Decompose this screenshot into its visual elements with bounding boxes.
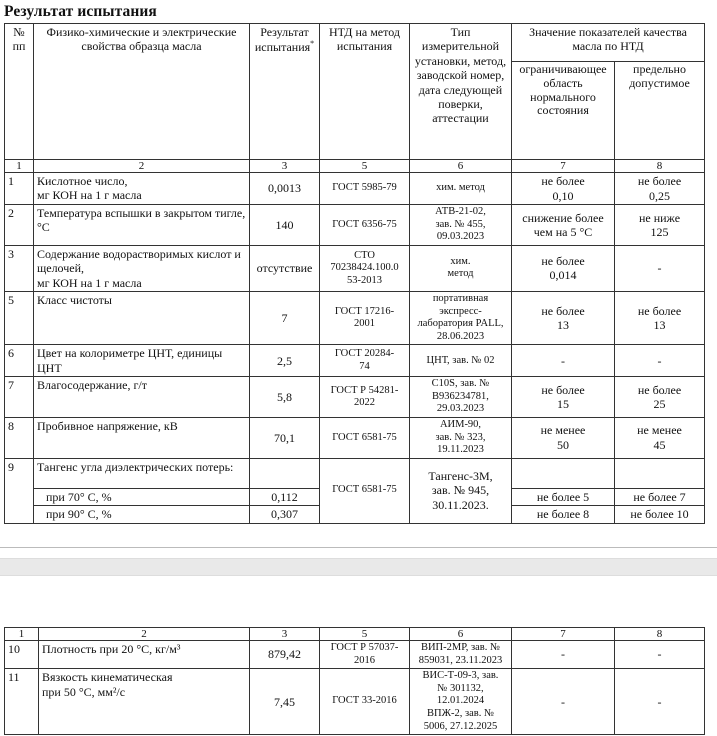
col-number: 6 bbox=[410, 628, 512, 641]
row-name: Цвет на колориметре ЦНТ, единицы ЦНТ bbox=[34, 345, 250, 377]
row-number: 1 bbox=[5, 173, 34, 205]
page-break bbox=[0, 558, 717, 576]
row-limit: не более 0,25 bbox=[615, 173, 705, 205]
row-normal: не менее 50 bbox=[512, 417, 615, 458]
row-result: 70,1 bbox=[250, 417, 320, 458]
row-result: 0,0013 bbox=[250, 173, 320, 205]
row-normal: не более 0,10 bbox=[512, 173, 615, 205]
row-ntd: ГОСТ 6356-75 bbox=[320, 205, 410, 246]
table-row bbox=[5, 641, 705, 669]
row-number: 5 bbox=[5, 292, 34, 345]
row-limit: не более 10 bbox=[615, 506, 705, 523]
row-name: Плотность при 20 °С, кг/м³ bbox=[39, 641, 250, 669]
row-type: АТВ-21-02, зав. № 455, 09.03.2023 bbox=[410, 205, 512, 246]
row-limit: не ниже 125 bbox=[615, 205, 705, 246]
row-number: 10 bbox=[5, 641, 39, 669]
row-normal: снижение более чем на 5 °С bbox=[512, 205, 615, 246]
col-number: 6 bbox=[410, 160, 512, 173]
results-table-continued bbox=[4, 627, 705, 735]
col-number: 3 bbox=[250, 160, 320, 173]
header-result: Результат испытания* bbox=[250, 24, 320, 160]
header-limit: предельно допустимое bbox=[615, 62, 705, 160]
col-number: 3 bbox=[250, 628, 320, 641]
row-normal: - bbox=[512, 669, 615, 735]
row-ntd: ГОСТ 33-2016 bbox=[320, 669, 410, 735]
results-rows bbox=[5, 173, 705, 459]
row-normal: не более 8 bbox=[512, 506, 615, 523]
row-normal: - bbox=[512, 641, 615, 669]
row-number: 2 bbox=[5, 205, 34, 246]
page-title: Результат испытания bbox=[4, 3, 157, 20]
header-norms: Значение показателей качества масла по НТД bbox=[512, 24, 705, 62]
row-type: ВИС-Т-09-3, зав. № 301132, 12.01.2024 ВПЖ-2, зав. № 5006, 27.12.2025 bbox=[410, 669, 512, 735]
row-limit: - bbox=[615, 669, 705, 735]
row-normal: не более 5 bbox=[512, 488, 615, 505]
row-subname: при 70° С, % bbox=[34, 488, 250, 505]
row-name: Содержание водорастворимых кислот и щелочей, мг КОН на 1 г масла bbox=[34, 245, 250, 291]
table-row bbox=[5, 417, 705, 458]
row-number: 7 bbox=[5, 377, 34, 418]
row-result: 5,8 bbox=[250, 377, 320, 418]
header-type: Тип измерительной установки, метод, заводской номер, дата следующей поверки, аттестации bbox=[410, 24, 512, 160]
row-type: портативная экспресс- лаборатория PALL, 28.06.2023 bbox=[410, 292, 512, 345]
row-type: хим. метод bbox=[410, 245, 512, 291]
header-ntd: НТД на метод испытания bbox=[320, 24, 410, 160]
row-ntd: ГОСТ 5985-79 bbox=[320, 173, 410, 205]
row-name: Температура вспышки в закрытом тигле, °С bbox=[34, 205, 250, 246]
row-limit: не более 25 bbox=[615, 377, 705, 418]
row-number: 6 bbox=[5, 345, 34, 377]
header-num: № пп bbox=[5, 24, 34, 160]
row-normal: не более 15 bbox=[512, 377, 615, 418]
row-type: ЦНТ, зав. № 02 bbox=[410, 345, 512, 377]
table-row bbox=[5, 669, 705, 735]
row-result: 140 bbox=[250, 205, 320, 246]
row-limit: не более 7 bbox=[615, 488, 705, 505]
row-normal: не более 13 bbox=[512, 292, 615, 345]
table-row bbox=[5, 205, 705, 246]
col-number: 2 bbox=[34, 160, 250, 173]
row-type: C10S, зав. № B936234781, 29.03.2023 bbox=[410, 377, 512, 418]
row-limit: - bbox=[615, 345, 705, 377]
row-result: 7,45 bbox=[250, 669, 320, 735]
results-rows-continued bbox=[5, 641, 705, 735]
row-limit: - bbox=[615, 245, 705, 291]
table-row bbox=[5, 345, 705, 377]
row-name: Тангенс угла диэлектрических потерь: bbox=[34, 458, 250, 488]
row-name: Класс чистоты bbox=[34, 292, 250, 345]
row-ntd: СТО 70238424.100.0 53-2013 bbox=[320, 245, 410, 291]
row-ntd: ГОСТ 6581-75 bbox=[320, 458, 410, 523]
col-number: 7 bbox=[512, 628, 615, 641]
empty-cell bbox=[512, 458, 615, 488]
row-type: ВИП-2МР, зав. № 859031, 23.11.2023 bbox=[410, 641, 512, 669]
row-number: 3 bbox=[5, 245, 34, 291]
row-ntd: ГОСТ 17216- 2001 bbox=[320, 292, 410, 345]
col-number: 5 bbox=[320, 160, 410, 173]
row-result: 0,112 bbox=[250, 488, 320, 505]
row-number: 8 bbox=[5, 417, 34, 458]
row-ntd: ГОСТ Р 57037- 2016 bbox=[320, 641, 410, 669]
row-subname: при 90° С, % bbox=[34, 506, 250, 523]
table-row bbox=[5, 173, 705, 205]
row-limit: не более 13 bbox=[615, 292, 705, 345]
row-result: 7 bbox=[250, 292, 320, 345]
row-limit: не менее 45 bbox=[615, 417, 705, 458]
row-normal: - bbox=[512, 345, 615, 377]
row-result: 879,42 bbox=[250, 641, 320, 669]
col-number: 1 bbox=[5, 628, 39, 641]
results-table bbox=[4, 23, 705, 524]
row-name: Пробивное напряжение, кВ bbox=[34, 417, 250, 458]
row-type: АИМ-90, зав. № 323, 19.11.2023 bbox=[410, 417, 512, 458]
row-number: 9 bbox=[5, 458, 34, 523]
row-result: 2,5 bbox=[250, 345, 320, 377]
col-number: 2 bbox=[39, 628, 250, 641]
row-normal: не более 0,014 bbox=[512, 245, 615, 291]
col-number: 5 bbox=[320, 628, 410, 641]
table-row bbox=[5, 292, 705, 345]
col-number: 8 bbox=[615, 628, 705, 641]
table-row bbox=[5, 458, 705, 488]
row-name: Влагосодержание, г/т bbox=[34, 377, 250, 418]
empty-cell bbox=[250, 458, 320, 488]
header-normal: ограничивающее область нормального состояния bbox=[512, 62, 615, 160]
page-divider bbox=[0, 547, 717, 554]
col-number: 1 bbox=[5, 160, 34, 173]
table-row bbox=[5, 377, 705, 418]
row-name: Кислотное число, мг КОН на 1 г масла bbox=[34, 173, 250, 205]
table-row bbox=[5, 245, 705, 291]
header-props: Физико-химические и электрические свойства образца масла bbox=[34, 24, 250, 160]
empty-cell bbox=[615, 458, 705, 488]
col-number: 7 bbox=[512, 160, 615, 173]
col-number: 8 bbox=[615, 160, 705, 173]
row-number: 11 bbox=[5, 669, 39, 735]
row-ntd: ГОСТ 20284- 74 bbox=[320, 345, 410, 377]
row-ntd: ГОСТ Р 54281- 2022 bbox=[320, 377, 410, 418]
row-type: хим. метод bbox=[410, 173, 512, 205]
row-type: Тангенс-3М, зав. № 945, 30.11.2023. bbox=[410, 458, 512, 523]
row-limit: - bbox=[615, 641, 705, 669]
row-result: 0,307 bbox=[250, 506, 320, 523]
row-ntd: ГОСТ 6581-75 bbox=[320, 417, 410, 458]
row-name: Вязкость кинематическая при 50 °С, мм²/с bbox=[39, 669, 250, 735]
row-result: отсутствие bbox=[250, 245, 320, 291]
